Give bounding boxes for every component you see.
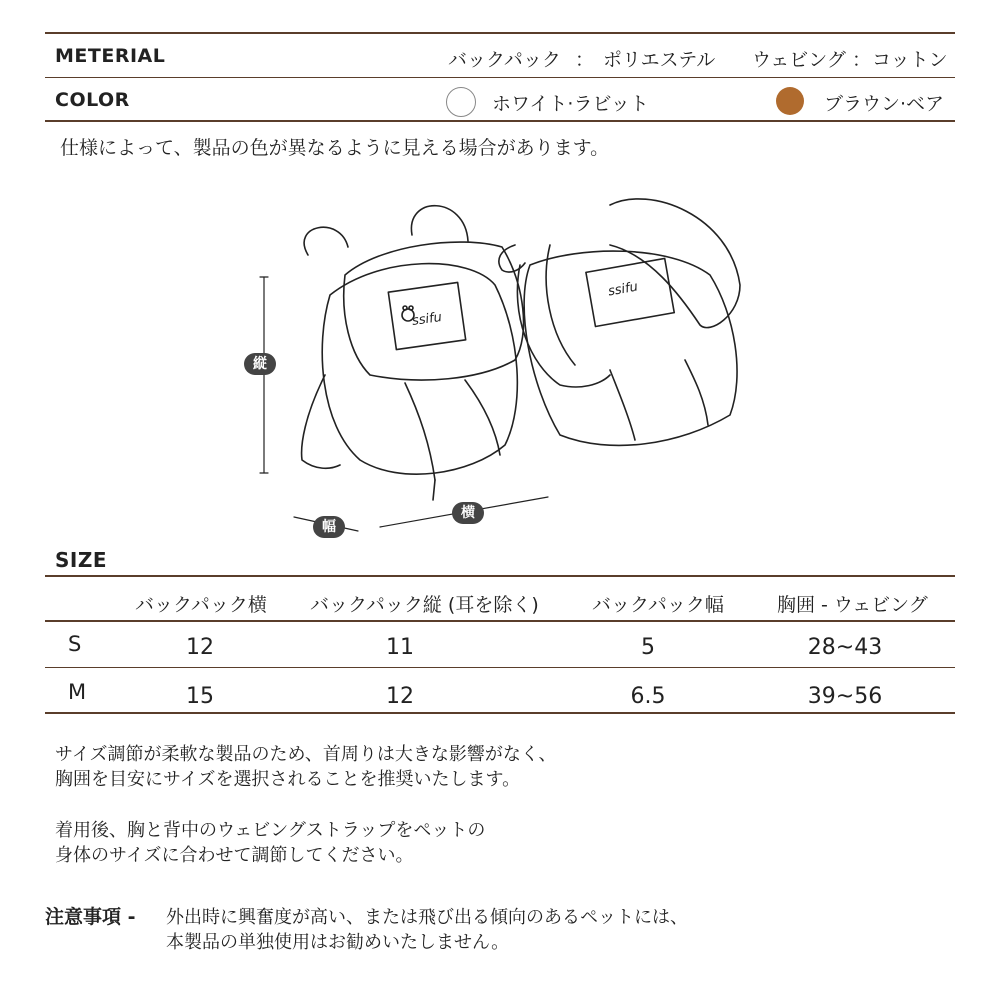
- color-label: COLOR: [55, 89, 130, 111]
- header-width: バックパック横: [135, 594, 267, 616]
- color-notice: 仕様によって、製品の色が異なるように見える場合があります。: [60, 137, 610, 159]
- color-rule: [45, 120, 955, 122]
- header-chest: 胸囲 - ウェビング: [777, 594, 928, 616]
- size-m-depth: 6.5: [630, 684, 666, 709]
- strap-note-line2: 身体のサイズに合わせて調節してください。: [55, 845, 414, 866]
- size-m-width: 15: [186, 684, 214, 709]
- header-depth: バックパック幅: [592, 594, 724, 616]
- size-s-height: 11: [386, 635, 414, 660]
- material-rule: [45, 77, 955, 78]
- material-separator-2: ：: [852, 49, 872, 71]
- depth-label: 幅: [313, 516, 345, 538]
- bag-logo-right: ssifu: [606, 279, 640, 300]
- bag-logo-left: ssifu: [411, 309, 443, 330]
- white-swatch: [446, 87, 476, 117]
- material-label: METERIAL: [55, 45, 166, 67]
- width-label: 横: [452, 502, 484, 524]
- size-m-label: M: [68, 680, 87, 704]
- strap-note-line1: 着用後、胸と背中のウェビングストラップをペットの: [55, 820, 486, 841]
- size-s-chest: 28~43: [807, 635, 883, 660]
- material-webbing-value: コットン: [872, 49, 948, 71]
- material-backpack-label: バックパック: [448, 49, 561, 71]
- color-option-white: ホワイト·ラビット: [492, 93, 649, 115]
- size-table-bottom-rule: [45, 712, 955, 714]
- caution-line2: 本製品の単独使用はお勧めいたしません。: [166, 932, 510, 953]
- material-backpack-value: ポリエステル: [603, 49, 716, 71]
- backpack-illustration: [230, 185, 770, 545]
- size-m-height: 12: [386, 684, 414, 709]
- size-row-rule: [45, 667, 955, 668]
- size-s-depth: 5: [641, 635, 655, 660]
- height-label: 縦: [244, 353, 276, 375]
- header-height: バックパック縦 (耳を除く): [310, 594, 539, 616]
- size-header-rule-top: [45, 575, 955, 577]
- size-note-line2: 胸囲を目安にサイズを選択されることを推奨いたします。: [55, 769, 521, 790]
- size-note-line1: サイズ調節が柔軟な製品のため、首周りは大きな影響がなく、: [55, 744, 557, 765]
- brown-swatch: [776, 87, 804, 115]
- caution-label: 注意事項 -: [45, 906, 136, 928]
- material-separator: ：: [575, 49, 595, 71]
- size-label: SIZE: [55, 548, 108, 572]
- material-webbing-label: ウェビング: [752, 49, 846, 71]
- caution-line1: 外出時に興奮度が高い、または飛び出る傾向のあるペットには、: [166, 907, 688, 928]
- size-m-chest: 39~56: [807, 684, 883, 709]
- size-s-label: S: [68, 632, 82, 656]
- top-rule: [45, 32, 955, 34]
- color-option-brown: ブラウン·ベア: [824, 93, 945, 115]
- size-s-width: 12: [186, 635, 214, 660]
- size-header-rule-bottom: [45, 620, 955, 622]
